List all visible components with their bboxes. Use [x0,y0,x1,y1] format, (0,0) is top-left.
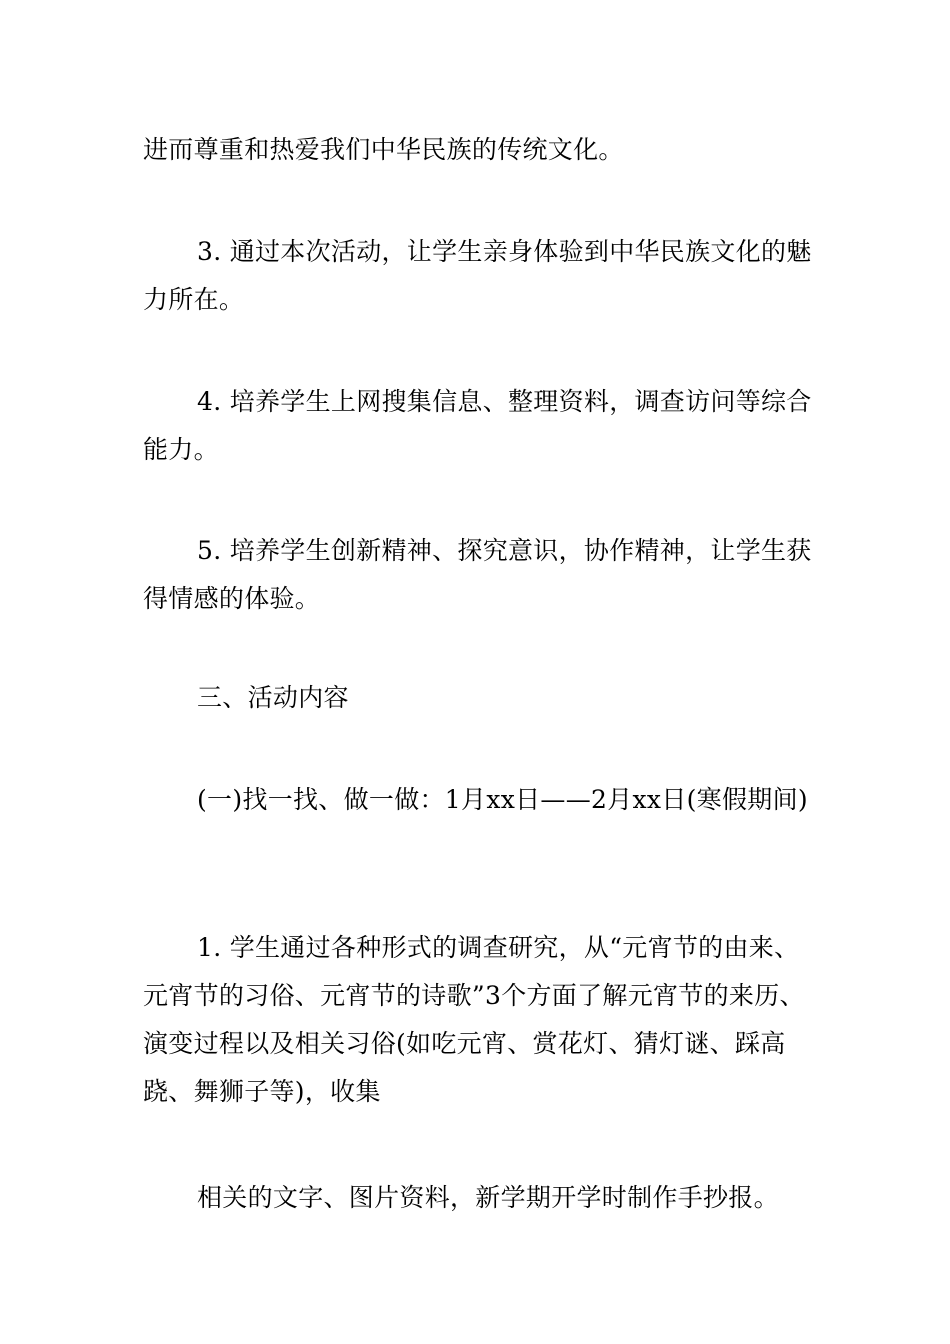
section-heading: 三、活动内容 [197,683,349,712]
paragraph-item-3: 3. 通过本次活动，让学生亲身体验到中华民族文化的魅力所在。 [143,237,812,314]
paragraph-activity-1: 1. 学生通过各种形式的调查研究，从“元宵节的由来、元宵节的习俗、元宵节的诗歌”3个方面了解元宵节的来历、演变过程以及相关习俗(如吃元宵、赏花灯、猜灯谜、踩高跷、舞狮子等)，收集 [143,933,805,1106]
paragraph-continuation: 进而尊重和热爱我们中华民族的传统文化。 [143,135,624,164]
subsection-heading: (一)找一找、做一做：1月xx日——2月xx日(寒假期间) [197,785,808,814]
paragraph-item-4: 4. 培养学生上网搜集信息、整理资料，调查访问等综合能力。 [143,387,812,464]
paragraph-activity-1-cont: 相关的文字、图片资料，新学期开学时制作手抄报。 [197,1183,779,1212]
paragraph-item-5: 5. 培养学生创新精神、探究意识，协作精神，让学生获得情感的体验。 [143,536,812,613]
